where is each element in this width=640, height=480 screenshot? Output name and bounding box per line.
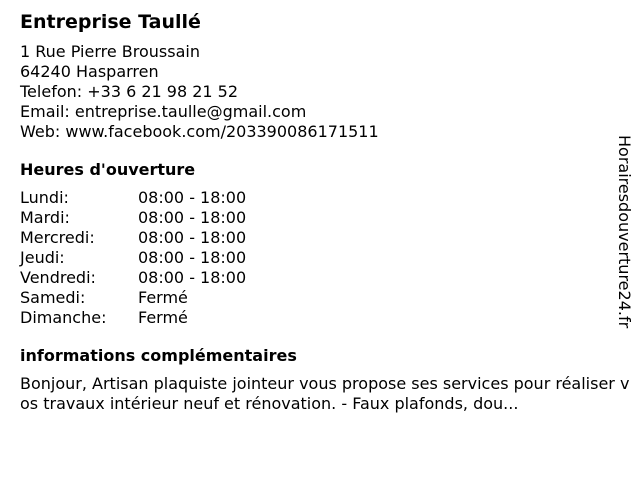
hours-day-label: Jeudi: (20, 248, 65, 267)
site-watermark: Horairesdouverture24.fr (615, 135, 634, 329)
hours-day-label: Lundi: (20, 188, 69, 207)
hours-row-friday (20, 268, 620, 288)
hours-day-label: Mercredi: (20, 228, 95, 247)
hours-time-value: 08:00 - 18:00 (138, 268, 247, 287)
hours-time-value: 08:00 - 18:00 (138, 188, 247, 207)
hours-day-label: Samedi: (20, 288, 86, 307)
hours-day-label: Mardi: (20, 208, 70, 227)
hours-row-monday (20, 188, 620, 208)
hours-day-label: Dimanche: (20, 308, 107, 327)
hours-row-sunday (20, 308, 620, 328)
additional-info-text: Bonjour, Artisan plaquiste jointeur vous propose ses services pour réaliser vos travaux intérieur neuf et rénovation. - Faux plafonds, dou... (20, 374, 630, 413)
hours-row-tuesday (20, 208, 620, 228)
web-line: Web: www.facebook.com/203390086171511 (20, 122, 379, 141)
address-street: 1 Rue Pierre Broussain (20, 42, 200, 61)
hours-time-value: 08:00 - 18:00 (138, 228, 247, 247)
phone-line: Telefon: +33 6 21 98 21 52 (20, 82, 239, 101)
hours-time-value: Fermé (138, 308, 188, 327)
hours-time-value: 08:00 - 18:00 (138, 248, 247, 267)
hours-row-thursday (20, 248, 620, 268)
business-name: Entreprise Taullé (20, 11, 201, 33)
hours-time-value: Fermé (138, 288, 188, 307)
email-line: Email: entreprise.taulle@gmail.com (20, 102, 307, 121)
hours-time-value: 08:00 - 18:00 (138, 208, 247, 227)
opening-hours-table (20, 188, 620, 328)
hours-row-saturday (20, 288, 620, 308)
hours-day-label: Vendredi: (20, 268, 96, 287)
hours-row-wednesday (20, 228, 620, 248)
opening-hours-heading: Heures d'ouverture (20, 160, 196, 179)
address-city: 64240 Hasparren (20, 62, 159, 81)
additional-info-heading: informations complémentaires (20, 346, 297, 365)
